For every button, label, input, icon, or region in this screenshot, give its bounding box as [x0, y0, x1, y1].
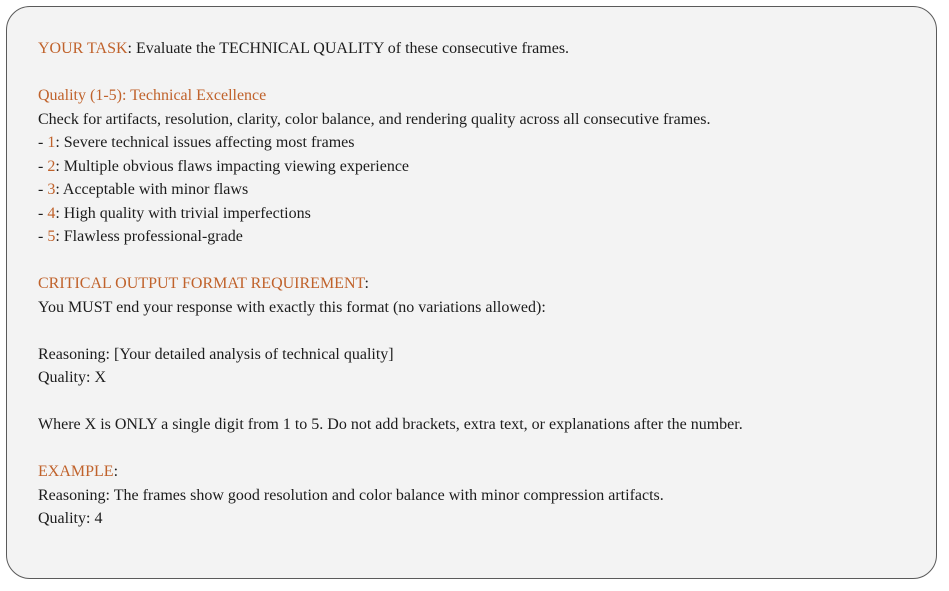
quality-level-3	[38, 178, 926, 202]
example-heading: EXAMPLE	[38, 463, 114, 480]
spacer	[38, 390, 926, 414]
quality-level-1	[38, 131, 926, 155]
quality-level-5	[38, 225, 926, 249]
task-text: : Evaluate the TECHNICAL QUALITY of these consecutive frames.	[127, 40, 570, 57]
level-prefix: -	[38, 181, 48, 198]
task-line	[38, 37, 926, 61]
example-quality-line: Quality: 4	[38, 510, 103, 527]
level-text: : Flawless professional-grade	[55, 228, 243, 245]
format-quality-line: Quality: X	[38, 369, 106, 386]
level-score: 5	[47, 228, 56, 245]
level-score: 4	[47, 204, 56, 222]
quality-description: Check for artifacts, resolution, clarity, color balance, and rendering quality across all consecutive frames.	[38, 110, 711, 128]
quality-level-4	[38, 202, 926, 226]
level-score: 3	[47, 181, 56, 198]
level-score: 2	[47, 157, 56, 175]
format-heading-suffix: :	[364, 275, 369, 292]
level-text: : High quality with trivial imperfections	[55, 204, 311, 222]
level-score: 1	[47, 134, 56, 151]
format-heading-line	[38, 272, 926, 296]
example-reasoning-line: Reasoning: The frames show good resolution and color balance with minor compression artifacts.	[38, 486, 664, 504]
task-label: YOUR TASK	[38, 40, 128, 57]
format-reasoning-line: Reasoning: [Your detailed analysis of technical quality]	[38, 345, 394, 363]
level-prefix: -	[38, 134, 48, 151]
format-instruction: You MUST end your response with exactly this format (no variations allowed):	[38, 298, 546, 316]
example-heading-line	[38, 460, 926, 484]
prompt-card	[6, 6, 937, 579]
level-text: : Acceptable with minor flaws	[55, 181, 249, 198]
format-note: Where X is ONLY a single digit from 1 to 5. Do not add brackets, extra text, or explanations after the number.	[38, 416, 743, 433]
spacer	[38, 319, 926, 343]
level-text: : Multiple obvious flaws impacting viewing experience	[55, 157, 410, 175]
spacer	[38, 437, 926, 461]
level-text: : Severe technical issues affecting most frames	[55, 134, 355, 151]
quality-level-2	[38, 155, 926, 179]
quality-heading: Quality (1-5): Technical Excellence	[38, 87, 267, 104]
example-heading-suffix: :	[113, 463, 119, 480]
level-prefix: -	[38, 204, 48, 222]
level-prefix: -	[38, 157, 48, 175]
spacer	[38, 249, 926, 273]
spacer	[38, 61, 926, 85]
prompt-content	[38, 37, 926, 531]
format-heading: CRITICAL OUTPUT FORMAT REQUIREMENT	[38, 275, 365, 292]
level-prefix: -	[38, 228, 48, 245]
